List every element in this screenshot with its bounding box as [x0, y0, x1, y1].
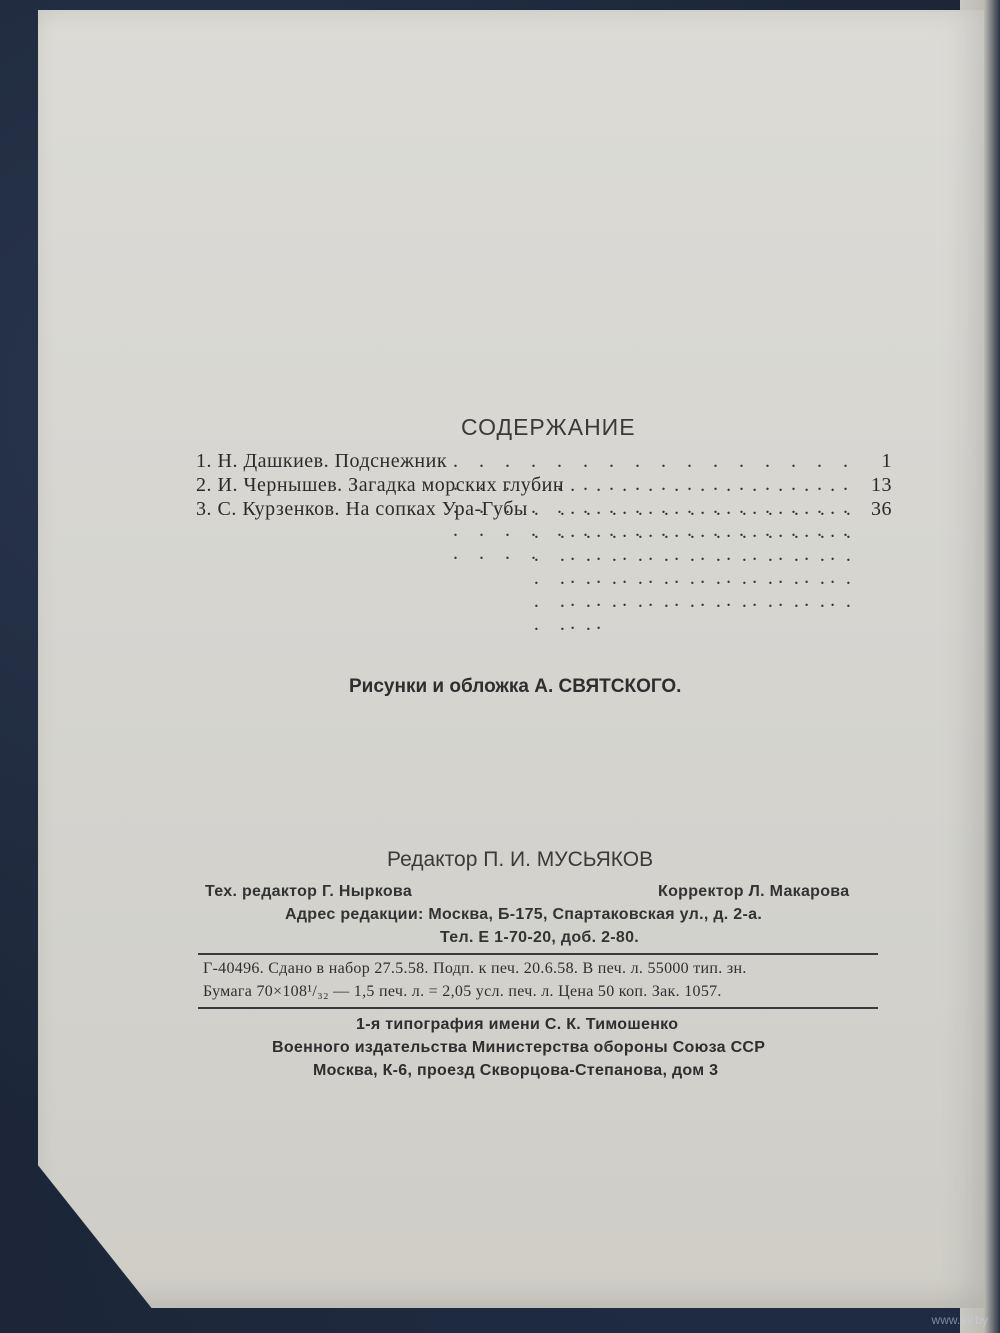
illustrations-credit: Рисунки и обложка А. СВЯТСКОГО. — [349, 676, 682, 697]
toc-item-page: 1 — [881, 450, 892, 472]
corrector-credit: Корректор Л. Макарова — [658, 883, 850, 900]
imprint-line-2: Бумага 70×108¹/₃₂ — 1,5 печ. л. = 2,05 усл. печ. л. Цена 50 коп. Зак. 1057. — [203, 983, 722, 1000]
toc-item-page: 36 — [871, 498, 892, 520]
printer-line-1: 1-я типография имени С. К. Тимошенко — [356, 1016, 679, 1033]
toc-item-label: 1. Н. Дашкиев. Подснежник — [196, 450, 448, 472]
imprint-line-1: Г-40496. Сдано в набор 27.5.58. Подп. к печ. 20.6.58. В печ. л. 55000 тип. зн. — [203, 960, 747, 977]
editorial-address: Адрес редакции: Москва, Б-175, Спартаковская ул., д. 2-а. — [285, 906, 763, 923]
book-page — [38, 10, 984, 1308]
toc-item-label: 3. С. Курзенков. На сопках Ура-Губы — [196, 498, 528, 520]
printer-line-2: Военного издательства Министерства обороны Союза ССР — [272, 1039, 766, 1056]
toc-title: СОДЕРЖАНИЕ — [461, 414, 636, 440]
printer-line-3: Москва, К-6, проезд Скворцова-Степанова, дом 3 — [313, 1062, 719, 1079]
toc-item-page: 13 — [871, 474, 892, 496]
toc-leader-dots — [534, 498, 862, 636]
tech-editor-credit: Тех. редактор Г. Ныркова — [205, 883, 413, 900]
editor-credit: Редактор П. И. МУСЬЯКОВ — [387, 848, 654, 871]
toc-item-label: 2. И. Чернышев. Загадка морских глубин — [196, 474, 565, 496]
editorial-phone: Тел. Е 1-70-20, доб. 2-80. — [440, 929, 640, 946]
site-watermark: www.ay.by — [931, 1313, 988, 1327]
divider-top — [198, 953, 878, 955]
divider-bottom — [198, 1007, 878, 1009]
toc-item — [196, 498, 892, 636]
